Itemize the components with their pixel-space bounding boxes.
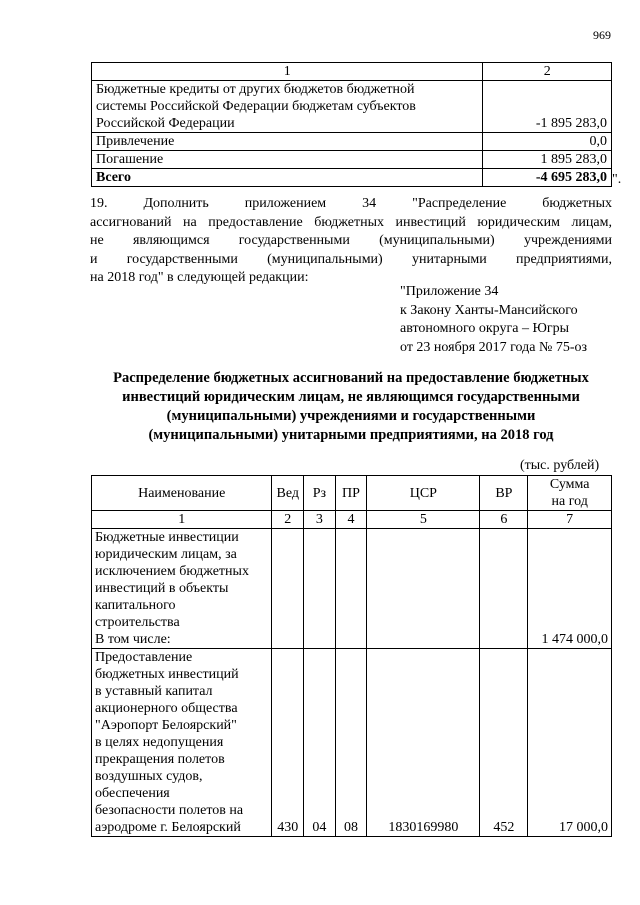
cell-csr [367, 529, 480, 649]
row-name-line: безопасности полетов на [95, 803, 244, 818]
heading-line: Распределение бюджетных ассигнований на предоставление бюджетных [113, 370, 589, 386]
paragraph-line: на 2018 год" в следующей редакции: [90, 270, 309, 285]
row-name-line: В том числе: [95, 632, 171, 647]
appendix-line: "Приложение 34 [400, 284, 499, 299]
row-name-line: Бюджетные кредиты от других бюджетов бюджетной [96, 82, 415, 97]
row-name [92, 649, 272, 837]
column-header-ved: Вед [272, 476, 304, 511]
column-header-name: Наименование [92, 476, 272, 511]
row-value: 1 895 283,0 [483, 151, 612, 169]
cell-ved: 430 [272, 649, 304, 837]
cell-sum: 17 000,0 [528, 649, 612, 837]
column-number: 3 [304, 511, 336, 529]
row-value: -4 695 283,0 [483, 169, 612, 187]
column-header: 2 [483, 63, 612, 81]
row-name-line: прекращения полетов [95, 752, 225, 767]
table-row [92, 81, 612, 133]
row-name: Всего [92, 169, 483, 187]
column-header-csr: ЦСР [367, 476, 480, 511]
row-name [92, 81, 483, 133]
row-name-line: бюджетных инвестиций [95, 667, 239, 682]
table-header-row [92, 63, 612, 81]
row-name-line: исключением бюджетных [95, 564, 249, 579]
closing-quote: ". [612, 172, 622, 187]
cell-pr: 08 [335, 649, 367, 837]
investments-table [91, 475, 612, 837]
row-name-line: в уставный капитал [95, 684, 213, 699]
paragraph-line: и государственными (муниципальными) унитарными предприятиями, [90, 251, 612, 267]
column-number: 1 [92, 511, 272, 529]
cell-vr: 452 [480, 649, 528, 837]
table-row [92, 649, 612, 837]
cell-rz [304, 529, 336, 649]
appendix-line: от 23 ноября 2017 года № 75-оз [400, 339, 588, 355]
paragraph-line: 19. Дополнить приложением 34 "Распределение бюджетных [90, 196, 612, 211]
appendix-line: к Закону Ханты-Мансийского [400, 302, 578, 318]
appendix-line: автономного округа – Югры [400, 321, 569, 336]
cell-ved [272, 529, 304, 649]
row-name-line: "Аэропорт Белоярский" [95, 718, 237, 733]
row-name-line: строительства [95, 615, 180, 630]
row-name-line: юридическим лицам, за [95, 547, 237, 562]
row-name-line: капитального [95, 598, 176, 613]
column-header-rz: Рз [304, 476, 336, 511]
appendix-reference [400, 283, 587, 357]
column-header-sum [528, 476, 612, 511]
row-name-line: системы Российской Федерации бюджетам субъектов [96, 99, 416, 114]
column-number: 6 [480, 511, 528, 529]
row-name [92, 529, 272, 649]
row-name-line: в целях недопущения [95, 735, 224, 750]
row-value: -1 895 283,0 [483, 81, 612, 133]
table-row [92, 529, 612, 649]
row-name-line: Предоставление [95, 650, 193, 665]
row-name-line: обеспечения [95, 786, 170, 801]
amendment-paragraph [90, 195, 612, 288]
section-heading [90, 369, 612, 445]
row-name-line: аэродроме г. Белоярский [95, 820, 241, 835]
sources-table [91, 62, 612, 187]
heading-line: (муниципальными) унитарными предприятиями, на 2018 год [148, 427, 554, 443]
table-row [92, 151, 612, 169]
column-number: 2 [272, 511, 304, 529]
cell-rz: 04 [304, 649, 336, 837]
page-number: 969 [593, 28, 611, 42]
row-name-line: Российской Федерации [96, 116, 235, 131]
cell-sum: 1 474 000,0 [528, 529, 612, 649]
column-number: 4 [335, 511, 367, 529]
units-label: (тыс. рублей) [520, 458, 600, 473]
cell-vr [480, 529, 528, 649]
column-header-pr: ПР [335, 476, 367, 511]
row-name-line: воздушных судов, [95, 769, 203, 784]
total-row [92, 169, 612, 187]
row-name-line: инвестиций в объекты [95, 581, 229, 596]
column-header-vr: ВР [480, 476, 528, 511]
column-header-sum-line: Сумма [549, 477, 590, 492]
row-name: Погашение [92, 151, 483, 169]
column-number: 7 [528, 511, 612, 529]
row-name-line: акционерного общества [95, 701, 238, 716]
column-header-sum-line: на год [551, 494, 588, 509]
table-row [92, 133, 612, 151]
row-name-line: Бюджетные инвестиции [95, 530, 239, 545]
cell-csr: 1830169980 [367, 649, 480, 837]
paragraph-line: не являющимся государственными (муниципальными) учреждениями [90, 233, 612, 248]
column-number-row [92, 511, 612, 529]
row-name: Привлечение [92, 133, 483, 151]
paragraph-line: ассигнований на предоставление бюджетных инвестиций юридическим лицам, [90, 214, 612, 230]
column-header: 1 [92, 63, 483, 81]
cell-pr [335, 529, 367, 649]
row-value: 0,0 [483, 133, 612, 151]
column-number: 5 [367, 511, 480, 529]
heading-line: инвестиций юридическим лицам, не являющимся государственными [122, 389, 580, 405]
heading-line: (муниципальными) учреждениями и государственными [166, 408, 536, 424]
table-header-row [92, 476, 612, 511]
